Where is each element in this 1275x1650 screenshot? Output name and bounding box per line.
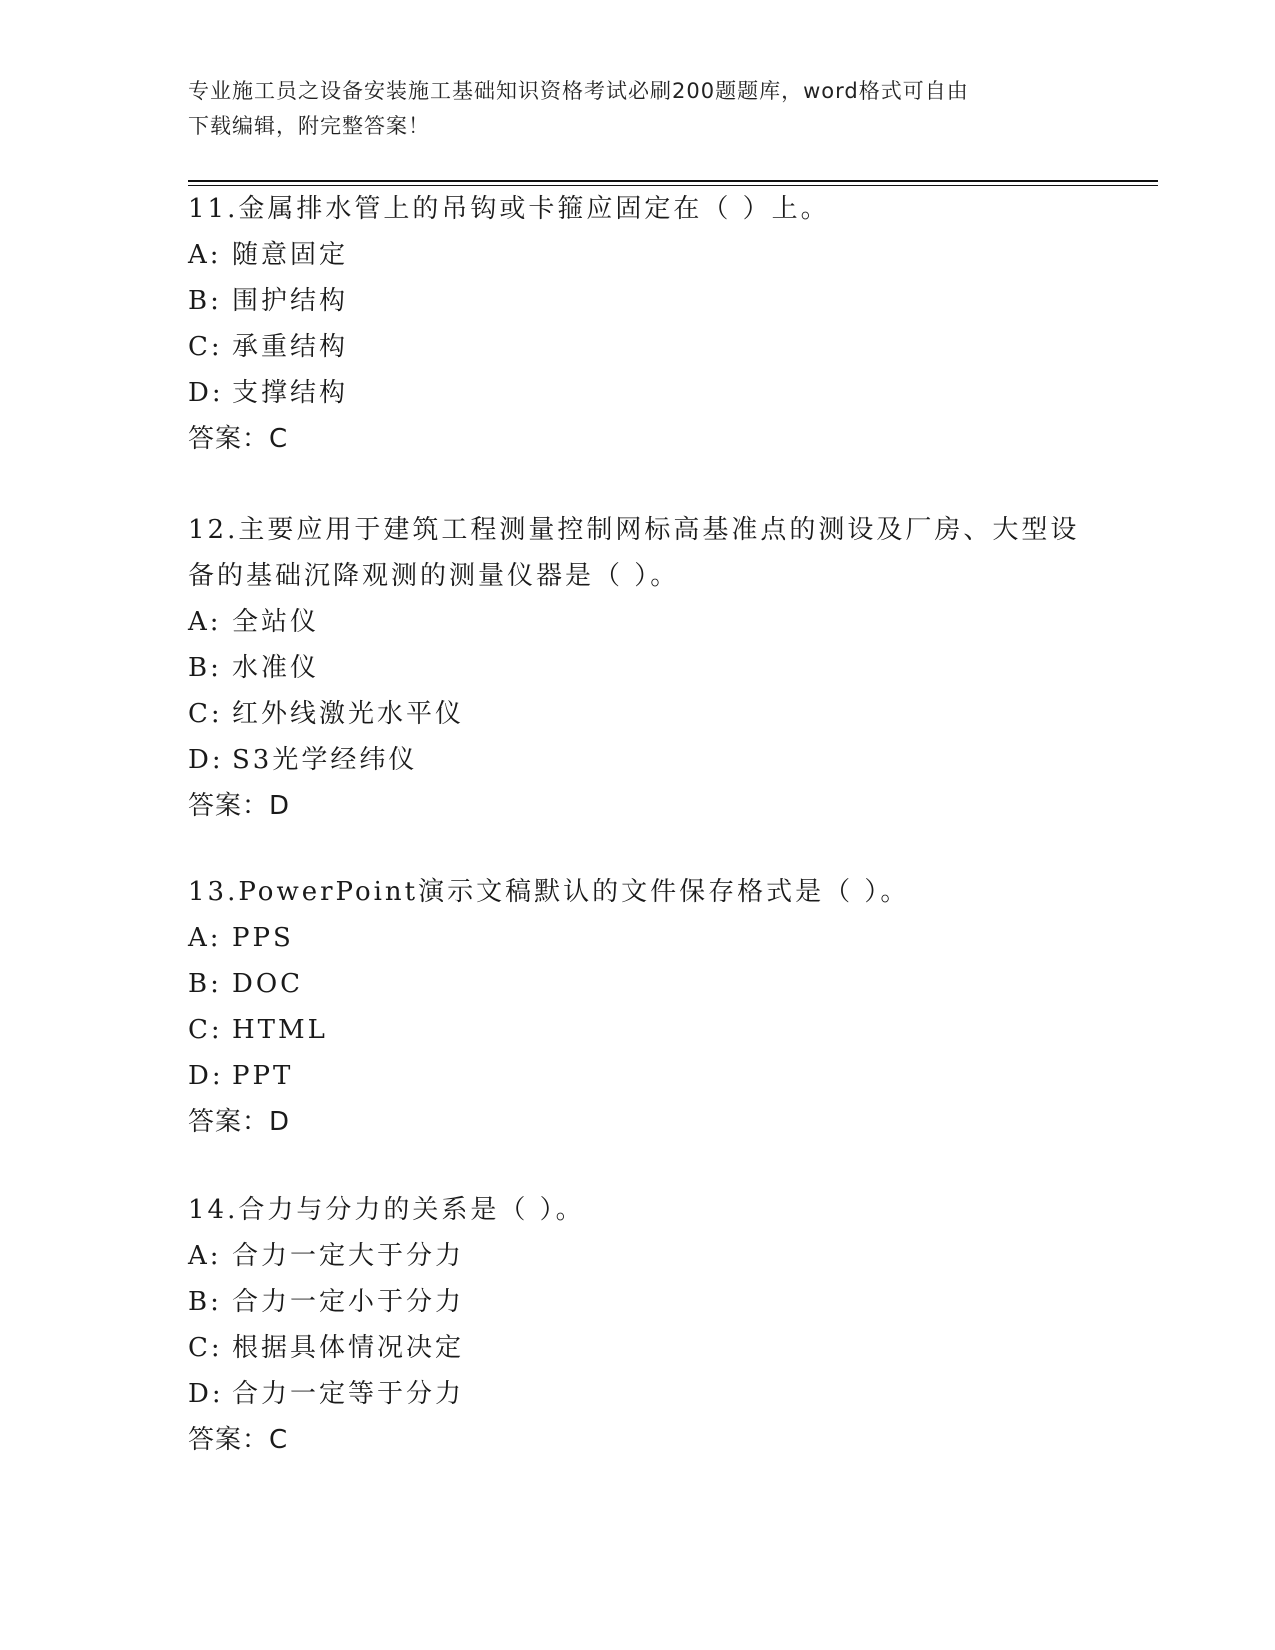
option-b [188, 645, 1088, 691]
option-d [188, 370, 1088, 416]
question-stem: 13.PowerPoint演示文稿默认的文件保存格式是（ ）。 [188, 877, 910, 907]
answer-line: 答案：D [188, 1107, 291, 1137]
option-letter: B: [188, 969, 222, 999]
option-letter: D: [188, 745, 224, 775]
answer-line: 答案：D [188, 791, 291, 821]
option-b [188, 278, 1088, 324]
question-13 [188, 869, 1088, 1145]
question-stem: 11.金属排水管上的吊钩或卡箍应固定在（ ）上。 [188, 194, 830, 224]
option-text: 支撑结构 [232, 378, 349, 408]
question-stem-line-2: 备的基础沉降观测的测量仪器是（ ）。 [188, 561, 680, 591]
option-letter: C: [188, 1333, 223, 1363]
header-line-1: 专业施工员之设备安装施工基础知识资格考试必刷200题题库，word格式可自由 [188, 79, 969, 103]
option-letter: B: [188, 1287, 222, 1317]
option-text: 根据具体情况决定 [232, 1333, 465, 1363]
option-c [188, 324, 1088, 370]
option-a [188, 1233, 1088, 1279]
header-divider-thick [188, 180, 1158, 182]
option-b [188, 1279, 1088, 1325]
option-letter: D: [188, 378, 224, 408]
option-text: 水准仪 [232, 653, 320, 683]
option-text: 红外线激光水平仪 [232, 699, 465, 729]
option-letter: B: [188, 653, 222, 683]
option-letter: C: [188, 332, 223, 362]
option-b [188, 961, 1088, 1007]
option-letter: C: [188, 1015, 223, 1045]
option-letter: A: [188, 1241, 222, 1271]
option-c [188, 1325, 1088, 1371]
option-text: 合力一定小于分力 [232, 1287, 465, 1317]
question-12 [188, 507, 1088, 829]
option-text: 围护结构 [232, 286, 349, 316]
answer-line: 答案：C [188, 424, 289, 454]
option-letter: A: [188, 923, 222, 953]
option-letter: B: [188, 286, 222, 316]
question-11 [188, 186, 1088, 462]
option-c [188, 691, 1088, 737]
option-d [188, 1371, 1088, 1417]
option-text: DOC [232, 969, 304, 999]
option-d [188, 1053, 1088, 1099]
question-14 [188, 1187, 1088, 1463]
document-header [188, 74, 1088, 144]
option-text: HTML [232, 1015, 328, 1045]
option-a [188, 599, 1088, 645]
option-letter: D: [188, 1061, 224, 1091]
option-c [188, 1007, 1088, 1053]
option-letter: A: [188, 240, 222, 270]
option-text: PPT [232, 1061, 294, 1091]
option-letter: A: [188, 607, 222, 637]
option-a [188, 915, 1088, 961]
option-d [188, 737, 1088, 783]
option-text: PPS [232, 923, 294, 953]
question-stem: 14.合力与分力的关系是（ ）。 [188, 1195, 585, 1225]
option-text: 全站仪 [232, 607, 320, 637]
option-text: 合力一定大于分力 [232, 1241, 465, 1271]
option-text: 随意固定 [232, 240, 349, 270]
option-a [188, 232, 1088, 278]
header-line-2: 下载编辑，附完整答案！ [188, 114, 430, 138]
option-letter: C: [188, 699, 223, 729]
option-letter: D: [188, 1379, 224, 1409]
option-text: 承重结构 [232, 332, 349, 362]
option-text: 合力一定等于分力 [232, 1379, 465, 1409]
answer-line: 答案：C [188, 1425, 289, 1455]
option-text: S3光学经纬仪 [232, 745, 418, 775]
question-stem-line-1: 12.主要应用于建筑工程测量控制网标高基准点的测设及厂房、大型设 [188, 515, 1080, 545]
